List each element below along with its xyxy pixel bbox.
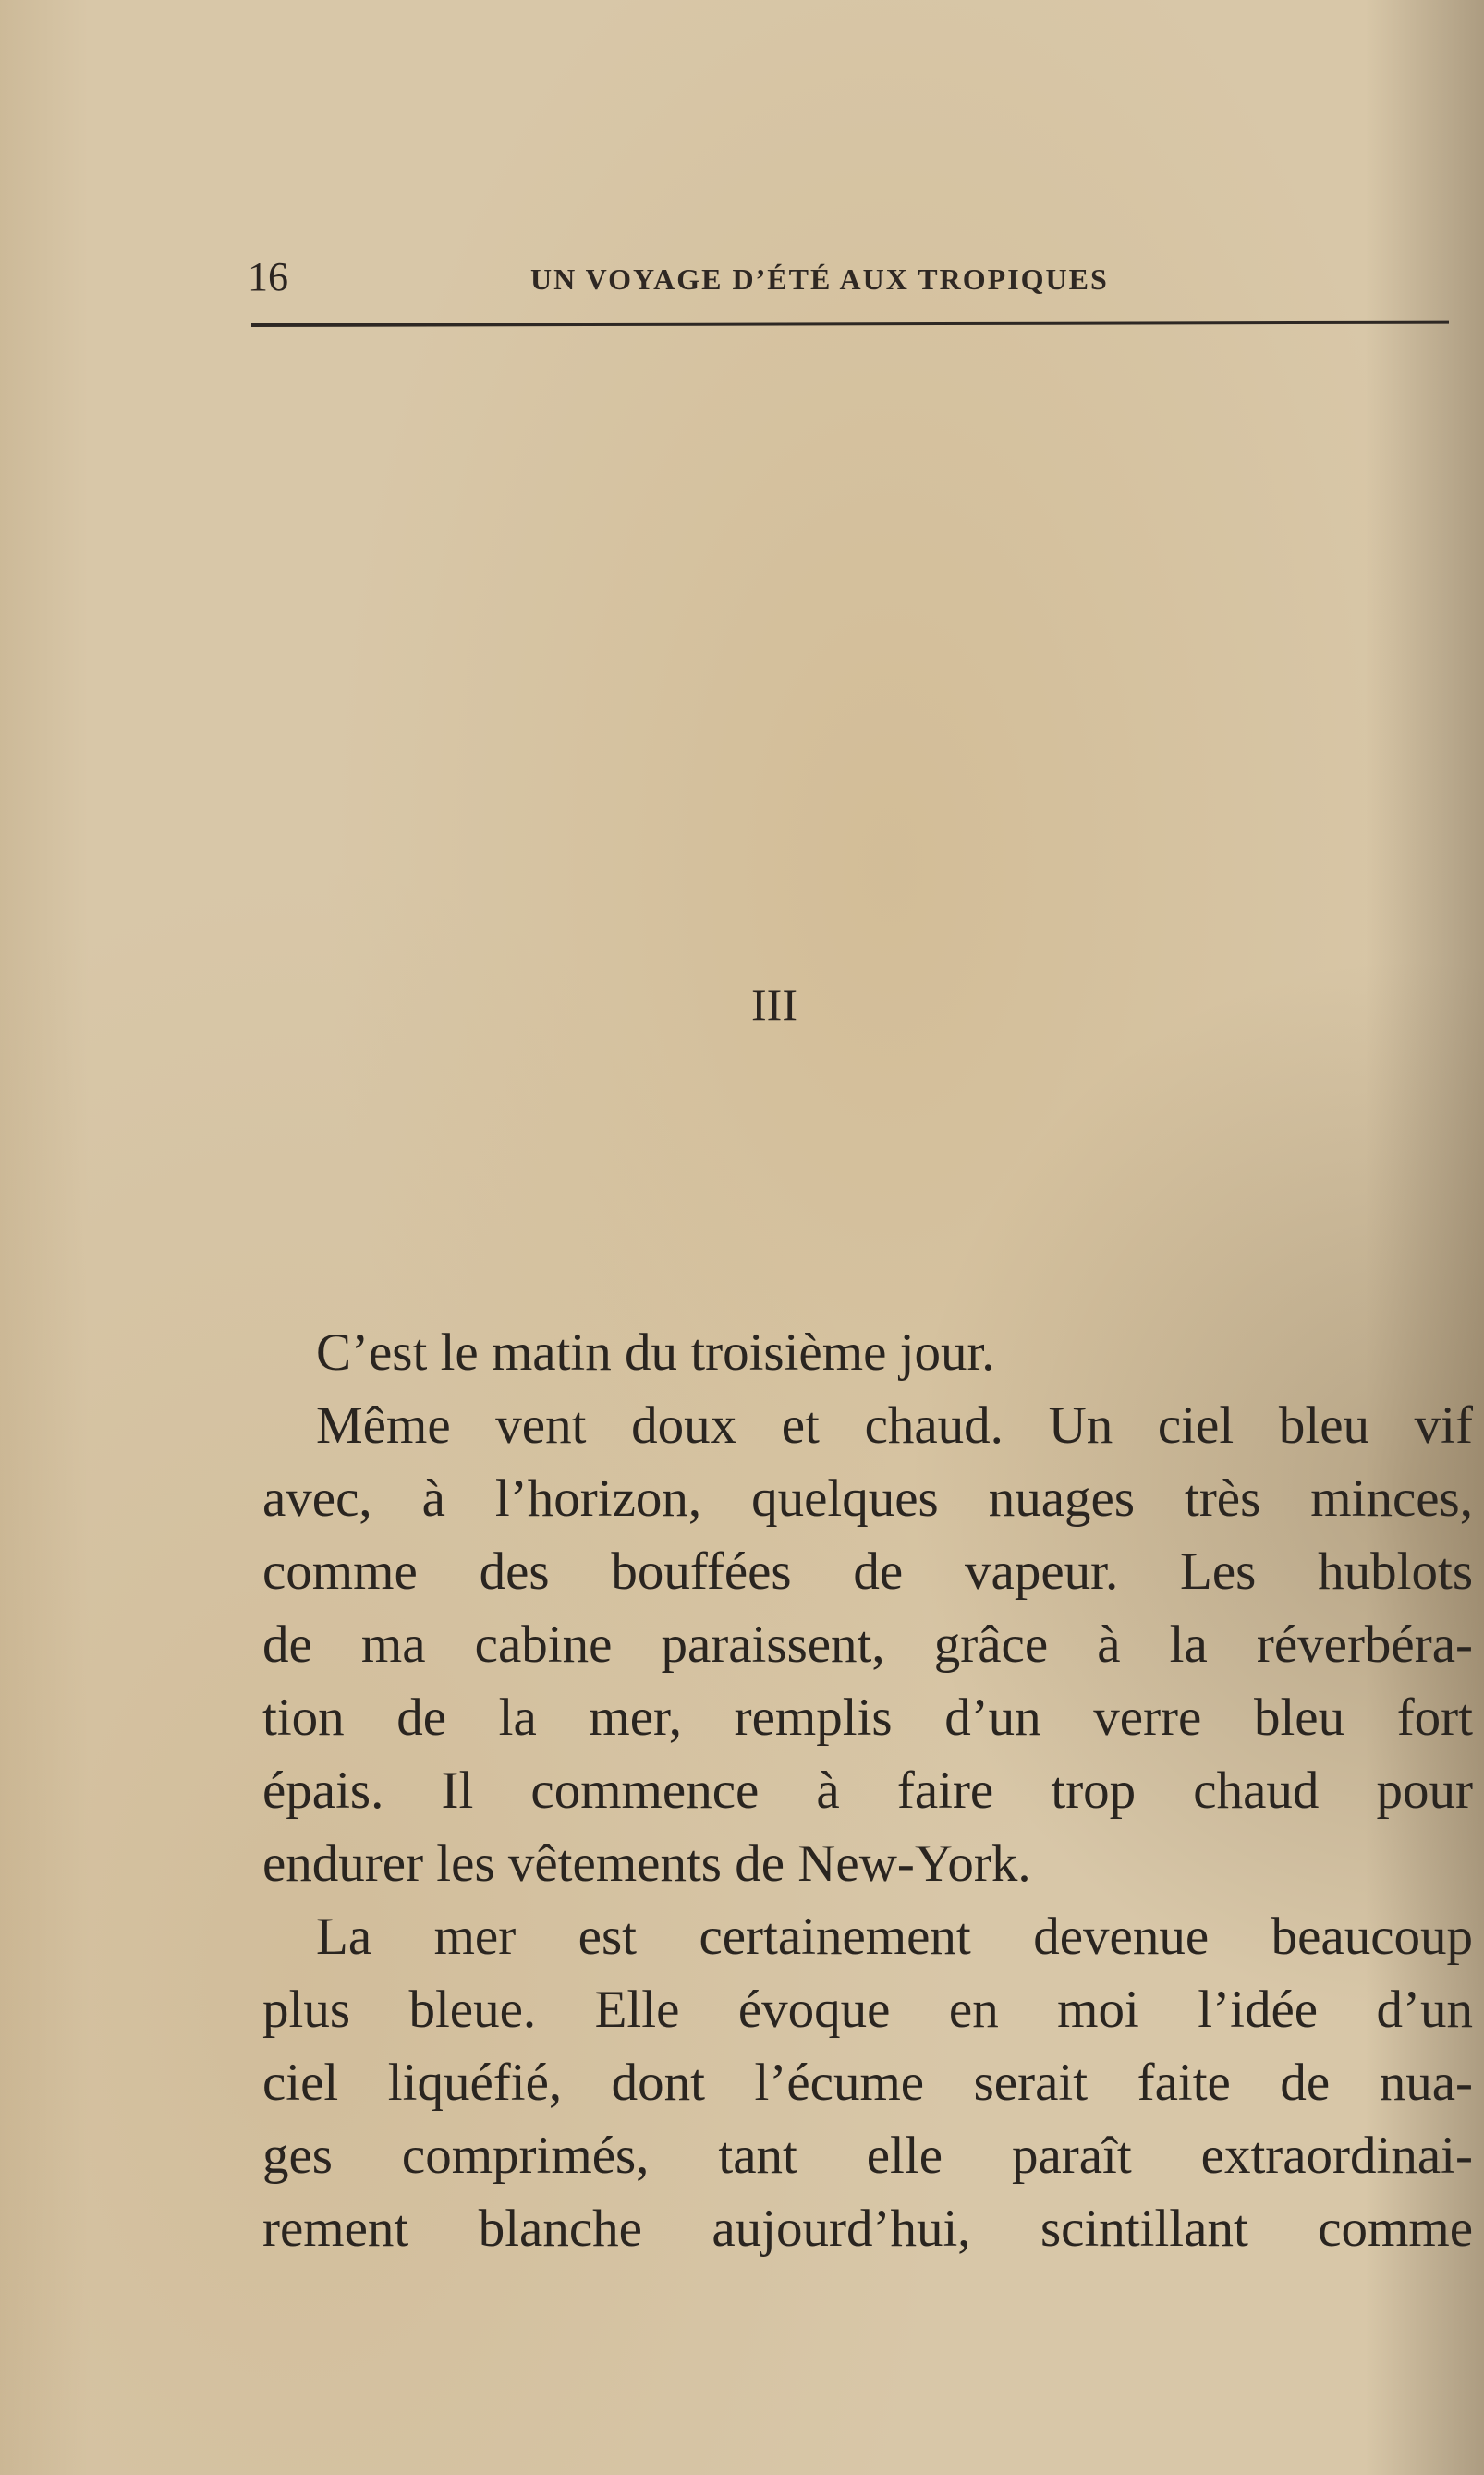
text-line: ciel liquéfié, dont l’écume serait faite de nua-: [262, 2054, 1473, 2112]
header-rule: [251, 321, 1449, 327]
text-line: Même vent doux et chaud. Un ciel bleu vif: [316, 1396, 1473, 1455]
running-title: UN VOYAGE D’ÉTÉ AUX TROPIQUES: [530, 262, 1109, 296]
text-line: tion de la mer, remplis d’un verre bleu fort: [262, 1689, 1473, 1747]
chapter-number: III: [751, 979, 797, 1030]
text-line: La mer est certainement devenue beaucoup: [316, 1908, 1473, 1966]
text-line: C’est le matin du troisième jour.: [316, 1323, 995, 1382]
text-line: de ma cabine paraissent, grâce à la réverbéra-: [262, 1615, 1473, 1674]
page-number: 16: [248, 254, 288, 299]
body-text: [262, 1316, 1473, 2265]
text-line: avec, à l’horizon, quelques nuages très minces,: [262, 1469, 1473, 1528]
page-header: [248, 250, 1449, 314]
text-line: rement blanche aujourd’hui, scintillant comme: [262, 2200, 1473, 2258]
text-line: plus bleue. Elle évoque en moi l’idée d’un: [262, 1981, 1473, 2039]
text-line: ges comprimés, tant elle paraît extraordinai-: [262, 2127, 1473, 2185]
text-line: comme des bouffées de vapeur. Les hublots: [262, 1542, 1473, 1601]
text-line: épais. Il commence à faire trop chaud pour: [262, 1762, 1473, 1820]
text-line: endurer les vêtements de New-York.: [262, 1835, 1031, 1893]
